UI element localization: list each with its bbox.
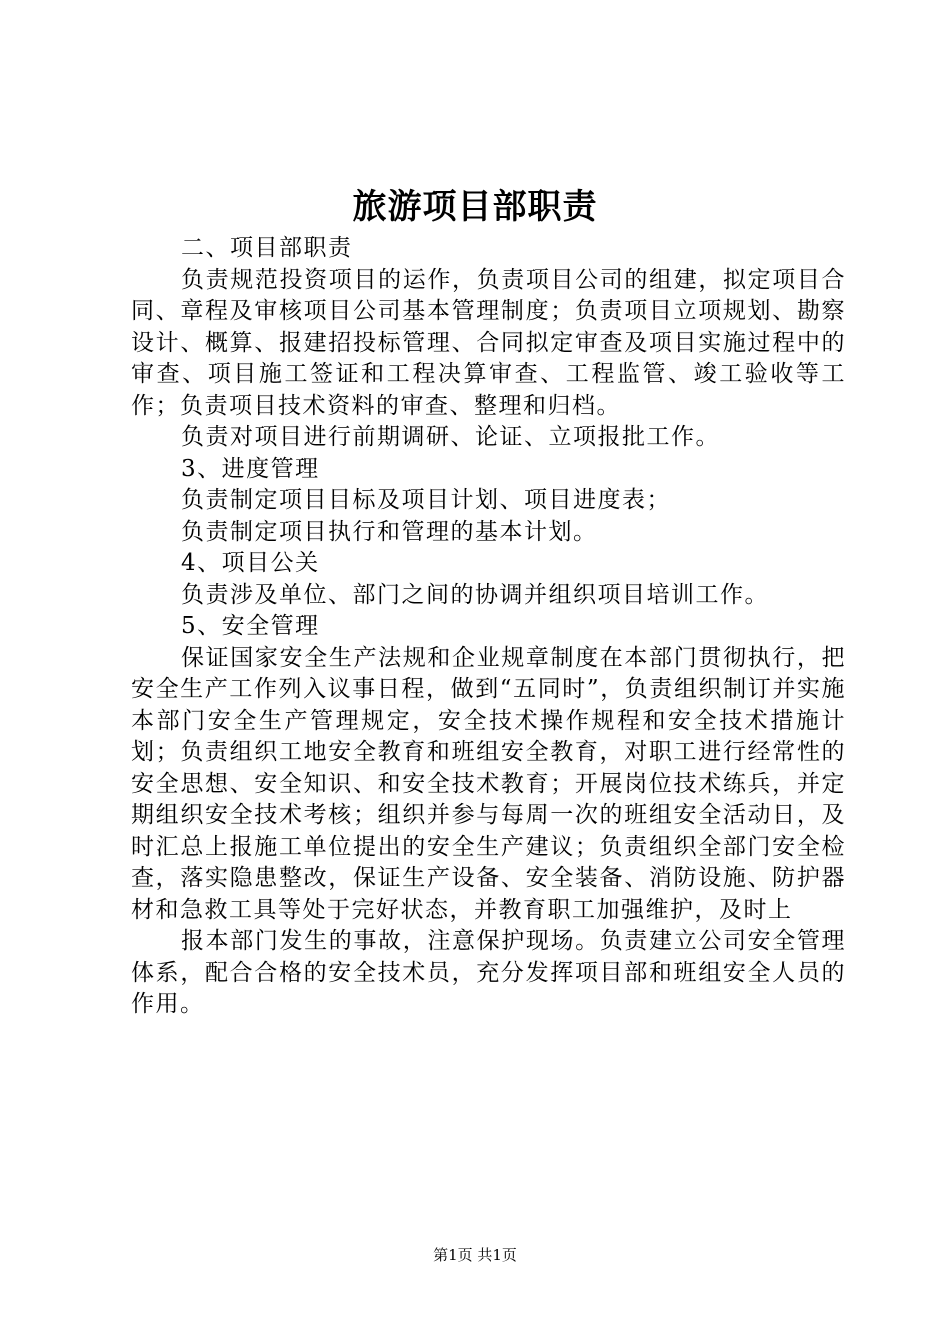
page-footer: 第1页 共1页 xyxy=(433,1246,517,1264)
document-body xyxy=(131,233,846,1021)
paragraph-safety-duties: 保证国家安全生产法规和企业规章制度在本部门贯彻执行，把安全生产工作列入议事日程，做到“五同时”，负责组织制订并实施本部门安全生产管理规定，安全技术操作规程和安全技术措施计划；负责组织工地安全教育和班组安全教育，对职工进行经常性的安全思想、安全知识、和安全技术教育；开展岗位技术练兵，并定期组织安全技术考核；组织并参与每周一次的班组安全活动日，及时汇总上报施工单位提出的安全生产建议；负责组织全部门安全检查，落实隐患整改，保证生产设备、安全装备、消防设施、防护器材和急救工具等处于完好状态，并教育职工加强维护，及时上 xyxy=(131,644,846,923)
section-heading-safety: 5、安全管理 xyxy=(181,613,320,639)
paragraph-research: 负责对项目进行前期调研、论证、立项报批工作。 xyxy=(181,424,720,450)
document-title: 旅游项目部职责 xyxy=(352,187,598,227)
section-heading-relations: 4、项目公关 xyxy=(181,550,320,576)
paragraph-project-operation: 负责规范投资项目的运作，负责项目公司的组建，拟定项目合同、章程及审核项目公司基本管理制度；负责项目立项规划、勘察设计、概算、报建招投标管理、合同拟定审查及项目实施过程中的审查、项目施工签证和工程决算审查、工程监管、竣工验收等工作；负责项目技术资料的审查、整理和归档。 xyxy=(131,266,846,419)
section-heading-progress: 3、进度管理 xyxy=(181,455,320,482)
paragraph-goals-plan: 负责制定项目目标及项目计划、项目进度表； xyxy=(181,487,671,513)
section-heading-duties: 二、项目部职责 xyxy=(181,235,353,261)
paragraph-accident-report: 报本部门发生的事故，注意保护现场。负责建立公司安全管理体系，配合合格的安全技术员，充分发挥项目部和班组安全人员的作用。 xyxy=(131,928,846,1017)
paragraph-coordination: 负责涉及单位、部门之间的协调并组织项目培训工作。 xyxy=(181,581,769,608)
paragraph-execution-plan: 负责制定项目执行和管理的基本计划。 xyxy=(181,518,598,545)
